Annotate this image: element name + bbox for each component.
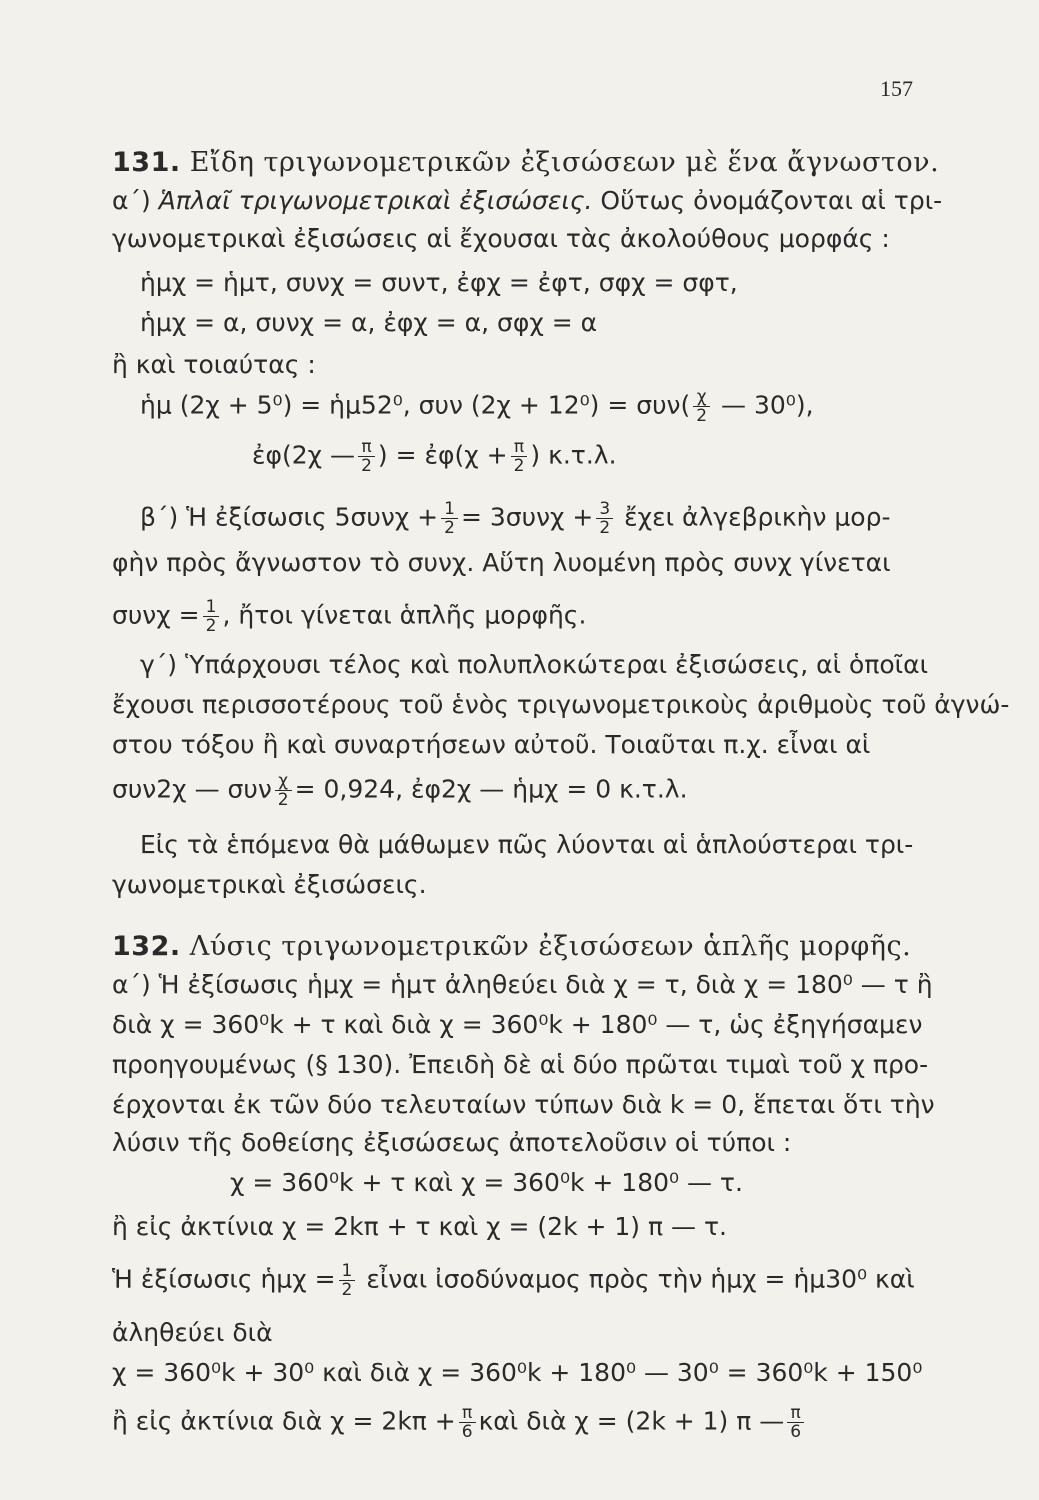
eq3-left: ἡμ (2χ + 5⁰) = ἡμ52⁰, συν (2χ + 12⁰) = συν( — [140, 390, 691, 420]
equation-row-1: ἡμχ = ἡμτ, συνχ = συντ, ἐφχ = ἐφτ, σφχ = σφτ, — [140, 268, 738, 297]
s132-line3: προηγουμένως (§ 130). Ἐπειδὴ δὲ αἱ δύο πρῶται τιμαὶ τοῦ χ προ- — [112, 1050, 929, 1079]
fraction-1-over-2-c: $\frac{1}{2}$ — [339, 1262, 356, 1299]
section-131-number: 131. — [112, 147, 181, 178]
para-b-mid: = 3συνχ + — [460, 502, 594, 532]
fraction-x-over-2-b: $\frac{\chi}{2}$ — [275, 772, 292, 809]
page-number: 157 — [880, 76, 913, 101]
fraction-pi-over-2-b: $\frac{\pi}{2}$ — [511, 438, 528, 475]
s132-line9: ἀληθεύει διὰ — [112, 1318, 273, 1347]
s132-l8-left: Ἡ ἐξίσωσις ἡμχ = — [112, 1264, 336, 1294]
para-b-line2: φὴν πρὸς ἄγνωστον τὸ συνχ. Αὕτη λυομένη πρὸς συνχ γίνεται — [112, 548, 891, 577]
s132-line1: α΄) Ἡ ἐξίσωσις ἡμχ = ἡμτ ἀληθεύει διὰ χ = τ, διὰ χ = 180⁰ — τ ἢ — [112, 970, 933, 999]
s132-line2: διὰ χ = 360⁰k + τ καὶ διὰ χ = 360⁰k + 180⁰ — τ, ὡς ἐξηγήσαμεν — [112, 1010, 923, 1039]
or-such-text: ἢ καὶ τοιαύτας : — [112, 350, 316, 379]
s132-l8-right: εἶναι ἰσοδύναμος πρὸς τὴν ἡμχ = ἡμ30⁰ καὶ — [358, 1264, 915, 1294]
para-b-right: ἔχει ἀλγεβρικὴν μορ- — [616, 502, 891, 532]
s132-line6: χ = 360⁰k + τ καὶ χ = 360⁰k + 180⁰ — τ. — [230, 1168, 743, 1197]
para-g-line4 — [112, 772, 688, 809]
s132-line8 — [112, 1262, 915, 1299]
next-line2: γωνομετρικαὶ ἐξισώσεις. — [112, 870, 427, 899]
para-g-line3: στου τόξου ἢ καὶ συναρτήσεων αὐτοῦ. Τοιαῦται π.χ. εἶναι αἱ — [112, 730, 871, 759]
s132-l11-mid: καὶ διὰ χ = (2k + 1) π — — [478, 1406, 785, 1436]
para-b-line1 — [140, 500, 890, 537]
equation-row-3 — [140, 388, 814, 425]
para-g-line2: ἔχουσι περισσοτέρους τοῦ ἑνὸς τριγωνομετρικοὺς ἀριθμοὺς τοῦ ἀγνώ- — [112, 690, 1010, 719]
s132-line4: έρχονται ἐκ τῶν δύο τελευταίων τύπων διὰ k = 0, ἕπεται ὅτι τὴν — [112, 1090, 935, 1119]
section-132-title: Λύσις τριγωνομετρικῶν ἐξισώσεων ἁπλῆς μορφῆς. — [189, 931, 912, 962]
next-line1: Εἰς τὰ ἑπόμενα θὰ μάθωμεν πῶς λύονται αἱ ἁπλούστεραι τρι- — [140, 830, 914, 859]
fraction-pi-over-6: $\frac{\pi}{6}$ — [459, 1404, 476, 1441]
eq3-right: — 30⁰), — [713, 390, 814, 420]
section-132-number: 132. — [112, 931, 181, 962]
para-b3-right: , ἤτοι γίνεται ἁπλῆς μορφῆς. — [222, 600, 587, 630]
s132-line10: χ = 360⁰k + 30⁰ καὶ διὰ χ = 360⁰k + 180⁰ — 30⁰ = 360⁰k + 150⁰ — [112, 1358, 923, 1387]
para-a-line1 — [112, 186, 942, 216]
fraction-pi-over-2: $\frac{\pi}{2}$ — [358, 438, 375, 475]
equation-row-2: ἡμχ = α, συνχ = α, ἐφχ = α, σφχ = α — [140, 308, 598, 337]
para-g4-left: συν2χ — συν — [112, 774, 272, 804]
para-g4-right: = 0,924, ἐφ2χ — ἡμχ = 0 κ.τ.λ. — [294, 774, 688, 804]
section-132-heading — [112, 932, 911, 962]
para-a-label: α΄) — [112, 186, 151, 215]
para-a-italic: Ἁπλαῖ τριγωνομετρικαὶ ἐξισώσεις. — [158, 186, 593, 215]
fraction-1-over-2-b: $\frac{1}{2}$ — [203, 598, 220, 635]
eq4-left: ἐφ(2χ — — [252, 440, 356, 470]
para-g-line1: γ΄) Ὑπάρχουσι τέλος καὶ πολυπλοκώτεραι ἐξισώσεις, αἱ ὁποῖαι — [140, 650, 929, 679]
fraction-3-over-2: $\frac{3}{2}$ — [596, 500, 613, 537]
eq4-right: ) κ.τ.λ. — [530, 440, 617, 470]
equation-row-4 — [252, 438, 617, 475]
s132-line5: λύσιν τῆς δοθείσης ἐξισώσεως ἀποτελοῦσιν οἱ τύποι : — [112, 1128, 792, 1157]
section-131-title: Εἴδη τριγωνομετρικῶν ἐξισώσεων μὲ ἕνα ἄγνωστον. — [189, 147, 940, 178]
para-b-left: β΄) Ἡ ἐξίσωσις 5συνχ + — [140, 502, 439, 532]
fraction-x-over-2: $\frac{\chi}{2}$ — [693, 388, 710, 425]
para-a-text: Οὕτως ὀνομάζονται αἱ τρι- — [592, 186, 943, 215]
section-131-heading — [112, 148, 939, 178]
fraction-1-over-2: $\frac{1}{2}$ — [441, 500, 458, 537]
s132-line7: ἢ εἰς ἀκτίνια χ = 2kπ + τ καὶ χ = (2k + 1) π — τ. — [112, 1212, 727, 1241]
eq4-mid: ) = ἐφ(χ + — [377, 440, 508, 470]
fraction-pi-over-6-b: $\frac{\pi}{6}$ — [787, 1404, 804, 1441]
para-b3-left: συνχ = — [112, 600, 200, 630]
para-a-line2: γωνομετρικαὶ ἐξισώσεις αἱ ἔχουσαι τὰς ἀκολούθους μορφάς : — [112, 224, 890, 253]
para-b-line3 — [112, 598, 586, 635]
s132-l11-left: ἢ εἰς ἀκτίνια διὰ χ = 2kπ + — [112, 1406, 456, 1436]
s132-line11 — [112, 1404, 807, 1441]
